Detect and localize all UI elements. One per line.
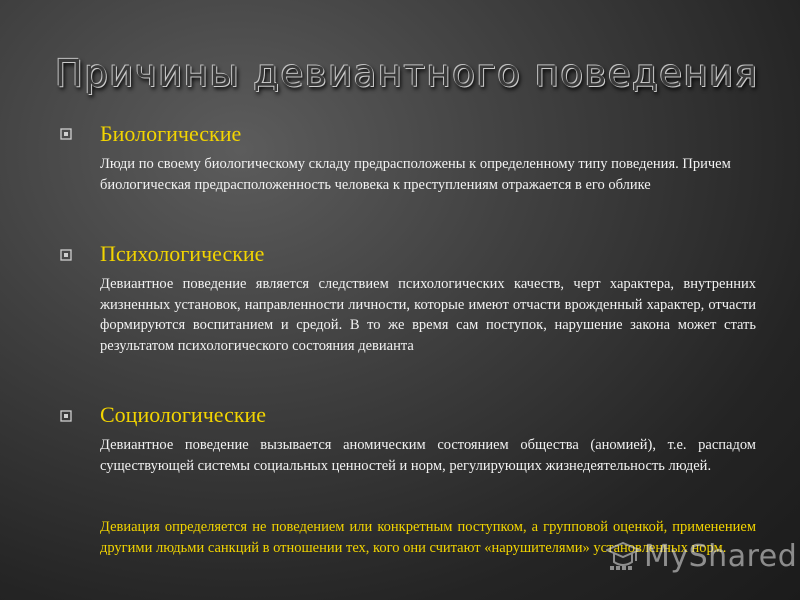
watermark-text: MyShared (644, 538, 798, 574)
square-bullet-icon (60, 249, 72, 261)
section-heading-sociological: Социологические (100, 402, 267, 427)
slide-title: Причины девиантного поведения (55, 52, 759, 95)
section-heading-biological: Биологические (100, 121, 242, 146)
deviation-note: Девиация определяется не поведением или конкретным поступком, а групповой оценкой, применением другими людьми санкций в отношении тех, кого они считают «нарушителями» установленных норм. (100, 519, 756, 556)
watermark (606, 536, 797, 576)
section-text-psychological: Девиантное поведение является следствием психологических качеств, черт характера, внутренних жизненных установок, направленности личности, которые имеют отчасти врожденный характер, отчасти формируются воспитанием и средой. В то же время сам поступок, нарушение закона может стать результатом психологического состояния девианта (100, 276, 756, 354)
square-bullet-icon (60, 128, 72, 140)
section-text-biological: Люди по своему биологическому складу предрасположены к определенному типу поведения. Причем биологическая предрасположенность человека к преступлениям отражается в его облике (100, 156, 731, 193)
mortarboard-icon (606, 539, 640, 573)
section-heading-psychological: Психологические (100, 241, 265, 266)
square-bullet-icon (60, 410, 72, 422)
section-text-sociological: Девиантное поведение вызывается аномическим состоянием общества (аномией), т.е. распадом существующей системы социальных ценностей и норм, регулирующих жизнедеятельность людей. (100, 437, 756, 474)
